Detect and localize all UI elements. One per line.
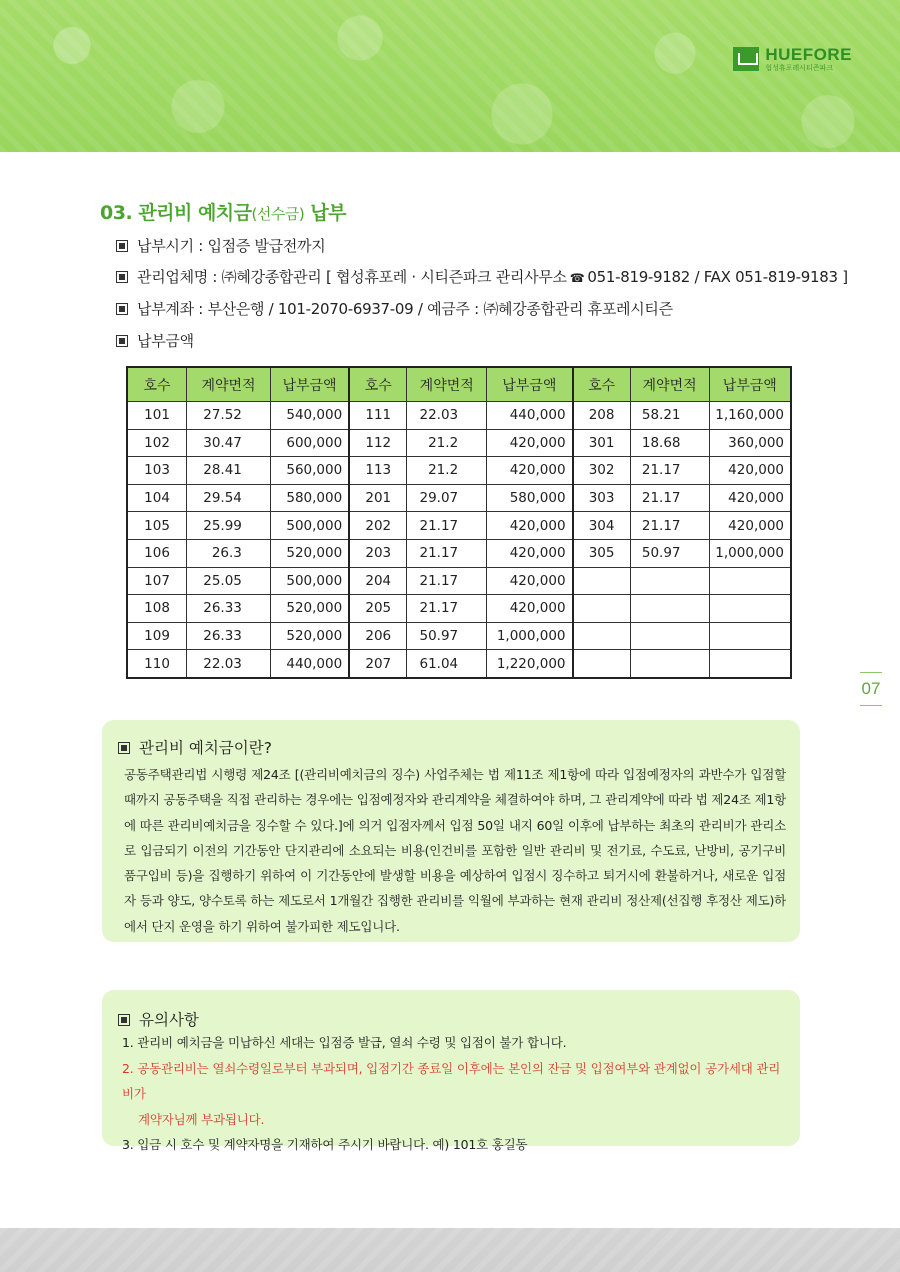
- table-cell: 27.52: [187, 402, 271, 430]
- table-cell: 30.47: [187, 429, 271, 457]
- table-row: [127, 457, 791, 485]
- table-cell: 301: [573, 429, 631, 457]
- table-cell: 1,000,000: [709, 539, 791, 567]
- table-cell: 440,000: [270, 650, 349, 678]
- table-cell: 50.97: [630, 539, 709, 567]
- section-title: 03. 관리비 예치금(선수금) 납부: [100, 202, 347, 224]
- table-cell: 110: [127, 650, 187, 678]
- note-3: 3. 입금 시 호수 및 계약자명을 기재하여 주시기 바랍니다. 예) 101호 홍길동: [122, 1137, 528, 1152]
- square-bullet-icon: [116, 303, 128, 315]
- logo-text: HUEFORE: [765, 45, 852, 64]
- table-cell: [709, 650, 791, 678]
- table-row: [127, 622, 791, 650]
- table-cell: [573, 650, 631, 678]
- info-box-title: 관리비 예치금이란?: [118, 736, 272, 758]
- page-number-marker: [860, 672, 882, 706]
- table-cell: 18.68: [630, 429, 709, 457]
- bullet-account: 납부계좌 : 부산은행 / 101-2070-6937-09 / 예금주 : ㈜혜강종합관리 휴포레시티즌: [116, 298, 673, 319]
- table-cell: [709, 622, 791, 650]
- table-cell: 600,000: [270, 429, 349, 457]
- fee-table: [126, 366, 792, 679]
- table-cell: 105: [127, 512, 187, 540]
- table-row: [127, 567, 791, 595]
- table-header-cell: 납부금액: [709, 367, 791, 402]
- table-cell: 21.2: [407, 457, 487, 485]
- table-cell: 520,000: [270, 622, 349, 650]
- table-header-cell: 호수: [127, 367, 187, 402]
- table-cell: 1,220,000: [487, 650, 573, 678]
- table-cell: 1,160,000: [709, 402, 791, 430]
- notes-box-title: 유의사항: [118, 1008, 199, 1030]
- table-cell: 22.03: [187, 650, 271, 678]
- table-cell: 440,000: [487, 402, 573, 430]
- table-header-cell: 계약면적: [407, 367, 487, 402]
- table-cell: 302: [573, 457, 631, 485]
- note-1: 1. 관리비 예치금을 미납하신 세대는 입점증 발급, 열쇠 수령 및 입점이 불가 합니다.: [122, 1035, 567, 1050]
- table-cell: 1,000,000: [487, 622, 573, 650]
- table-cell: 520,000: [270, 595, 349, 623]
- table-cell: 304: [573, 512, 631, 540]
- footer-banner: [0, 1228, 900, 1272]
- table-header-cell: 계약면적: [187, 367, 271, 402]
- table-cell: 21.17: [407, 595, 487, 623]
- header-banner: [0, 0, 900, 152]
- table-header-cell: 호수: [349, 367, 407, 402]
- table-cell: 61.04: [407, 650, 487, 678]
- square-bullet-icon: [118, 1014, 130, 1026]
- table-cell: 580,000: [270, 484, 349, 512]
- table-cell: 104: [127, 484, 187, 512]
- table-cell: 360,000: [709, 429, 791, 457]
- table-cell: 520,000: [270, 539, 349, 567]
- table-cell: [573, 595, 631, 623]
- table-row: [127, 650, 791, 678]
- table-cell: 26.3: [187, 539, 271, 567]
- table-cell: 29.07: [407, 484, 487, 512]
- table-cell: 50.97: [407, 622, 487, 650]
- table-cell: [630, 567, 709, 595]
- table-cell: 26.33: [187, 622, 271, 650]
- table-cell: 29.54: [187, 484, 271, 512]
- table-cell: 420,000: [709, 512, 791, 540]
- table-cell: 207: [349, 650, 407, 678]
- table-cell: 201: [349, 484, 407, 512]
- page-number: 07: [861, 679, 881, 698]
- table-cell: 25.99: [187, 512, 271, 540]
- table-cell: 420,000: [709, 484, 791, 512]
- table-cell: 25.05: [187, 567, 271, 595]
- table-header-cell: 납부금액: [270, 367, 349, 402]
- square-bullet-icon: [118, 742, 130, 754]
- table-cell: 28.41: [187, 457, 271, 485]
- table-cell: 101: [127, 402, 187, 430]
- table-cell: 22.03: [407, 402, 487, 430]
- info-box-body: 공동주택관리법 시행령 제24조 [(관리비예치금의 징수) 사업주체는 법 제11조 제1항에 따라 입점예정자의 과반수가 입점할 때까지 공동주택을 직접 관리하는 경우에는 입점예정자와 관리계약을 체결하여야 하며, 그 관리계약에 따라 법 제24조 제1항에 따른 관리비예치금을 징수할 수 있다.]에 의거 입점자께서 입점 50일 내지 60일 이후에 납부하는 최초의 관리비가 관리소로 입금되기 이전의 기간동안 단지관리에 소요되는 비용(인건비를 포함한 일반 관리비 및 전기료, 수도료, 난방비, 공기구비품구입비 등)을 집행하기 위하여 이 기간동안에 발생할 비용을 예상하여 입점시 징수하고 퇴거시에 환불하거나, 새로운 입점자 등과 양도, 양수토록 하는 제도로서 1개월간 집행한 관리비를 익월에 부과하는 현재 관리비 정산제(선집행 후정산 제도)하에서 단지 운영을 하기 위하여 불가피한 제도입니다.: [124, 767, 786, 934]
- table-cell: 103: [127, 457, 187, 485]
- table-cell: 420,000: [487, 429, 573, 457]
- logo-mark-icon: [733, 47, 759, 71]
- bullet-payment-timing: 납부시기 : 입점증 발급전까지: [116, 235, 325, 256]
- table-row: [127, 512, 791, 540]
- table-cell: 500,000: [270, 512, 349, 540]
- square-bullet-icon: [116, 271, 128, 283]
- table-row: [127, 402, 791, 430]
- table-cell: [630, 622, 709, 650]
- table-row: [127, 429, 791, 457]
- table-cell: 420,000: [487, 512, 573, 540]
- table-cell: 109: [127, 622, 187, 650]
- table-cell: 21.2: [407, 429, 487, 457]
- table-cell: 420,000: [709, 457, 791, 485]
- divider: [860, 705, 882, 706]
- table-row: [127, 484, 791, 512]
- table-cell: [630, 595, 709, 623]
- table-cell: 202: [349, 512, 407, 540]
- table-cell: 107: [127, 567, 187, 595]
- table-cell: 420,000: [487, 595, 573, 623]
- deposit-info-box: [102, 720, 800, 942]
- table-cell: 21.17: [630, 512, 709, 540]
- table-cell: 102: [127, 429, 187, 457]
- table-header-row: [127, 367, 791, 402]
- table-cell: [709, 567, 791, 595]
- table-cell: 112: [349, 429, 407, 457]
- table-cell: 111: [349, 402, 407, 430]
- square-bullet-icon: [116, 335, 128, 347]
- table-header-cell: 계약면적: [630, 367, 709, 402]
- table-cell: 580,000: [487, 484, 573, 512]
- table-cell: 21.17: [407, 567, 487, 595]
- table-cell: 21.17: [630, 484, 709, 512]
- table-cell: 500,000: [270, 567, 349, 595]
- table-cell: 560,000: [270, 457, 349, 485]
- table-cell: 205: [349, 595, 407, 623]
- table-cell: 58.21: [630, 402, 709, 430]
- table-row: [127, 539, 791, 567]
- logo-subtext: 협성휴포레시티즌파크: [765, 64, 833, 72]
- bullet-amount: 납부금액: [116, 330, 194, 351]
- bullet-company: 관리업체명 : ㈜혜강종합관리 [ 협성휴포레 · 시티즌파크 관리사무소 ☎ 051-819-9182 / FAX 051-819-9183 ]: [116, 266, 848, 287]
- table-cell: 420,000: [487, 567, 573, 595]
- table-cell: 106: [127, 539, 187, 567]
- table-cell: 305: [573, 539, 631, 567]
- square-bullet-icon: [116, 240, 128, 252]
- phone-icon: ☎: [569, 271, 585, 285]
- table-cell: 206: [349, 622, 407, 650]
- table-cell: [709, 595, 791, 623]
- table-cell: 420,000: [487, 457, 573, 485]
- table-cell: 420,000: [487, 539, 573, 567]
- table-cell: 108: [127, 595, 187, 623]
- table-cell: 21.17: [407, 539, 487, 567]
- table-header-cell: 납부금액: [487, 367, 573, 402]
- table-cell: 204: [349, 567, 407, 595]
- table-cell: 203: [349, 539, 407, 567]
- table-cell: 21.17: [630, 457, 709, 485]
- note-2: 2. 공동관리비는 열쇠수령일로부터 부과되며, 입점기간 종료일 이후에는 본인의 잔금 및 입점여부와 관계없이 공가세대 관리비가 계약자님께 부과됩니다.: [122, 1060, 781, 1127]
- table-cell: [573, 567, 631, 595]
- table-header-cell: 호수: [573, 367, 631, 402]
- table-cell: 113: [349, 457, 407, 485]
- table-cell: [573, 622, 631, 650]
- table-cell: 303: [573, 484, 631, 512]
- table-cell: 208: [573, 402, 631, 430]
- table-cell: [630, 650, 709, 678]
- huefore-logo: [733, 46, 852, 72]
- table-row: [127, 595, 791, 623]
- notes-box: [102, 990, 800, 1152]
- table-cell: 540,000: [270, 402, 349, 430]
- table-cell: 26.33: [187, 595, 271, 623]
- table-cell: 21.17: [407, 512, 487, 540]
